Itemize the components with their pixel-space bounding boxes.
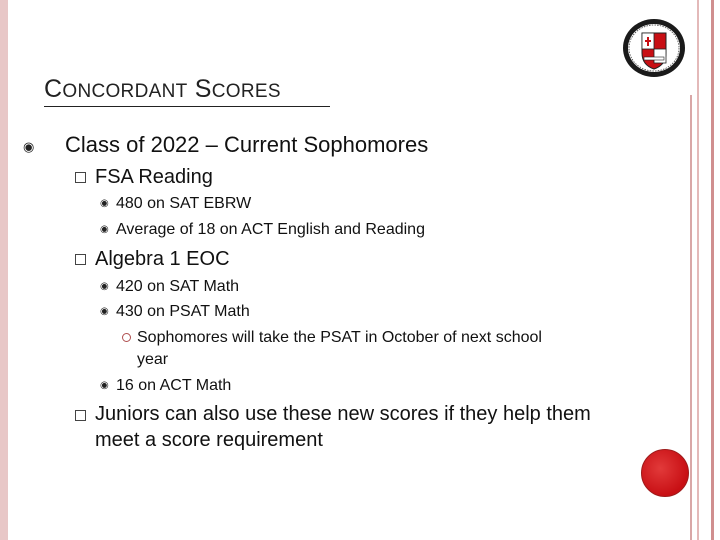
bullet-disc-icon: ◉ [23,139,35,154]
bullet-disc-icon: ◉ [100,198,109,209]
algebra-item: 16 on ACT Math [116,377,232,394]
decorative-red-dot [641,449,689,497]
fsa-reading-heading: FSA Reading [95,166,213,188]
square-bullet-icon [75,410,86,421]
bullet-disc-icon: ◉ [100,380,109,391]
fsa-item: Average of 18 on ACT English and Reading [116,221,425,238]
title-cap: S [194,75,212,103]
title-underline [44,106,330,107]
circle-bullet-icon [122,333,131,342]
slide-title [44,75,281,104]
bullet-disc-icon: ◉ [100,306,109,317]
bullet-disc-icon: ◉ [100,281,109,292]
algebra-item: 420 on SAT Math [116,278,240,295]
psat-note: Sophomores will take the PSAT in October of next school [137,329,542,346]
algebra-item: 430 on PSAT Math [116,303,250,320]
fsa-item: 480 on SAT EBRW [116,195,252,212]
square-bullet-icon [75,254,86,265]
bullet-class-of-2022: Class of 2022 – Current Sophomores [65,132,429,157]
psat-note-continued: year [137,351,169,368]
school-seal-logo [621,17,687,79]
frame-stripe [697,0,699,540]
algebra-heading: Algebra 1 EOC [95,248,230,270]
frame-stripe [711,0,714,540]
title-smallcaps: ONCORDANT [62,81,188,102]
bullet-disc-icon: ◉ [100,224,109,235]
title-smallcaps: CORES [211,81,281,102]
slide-frame-right [690,0,720,540]
title-space [188,75,195,103]
juniors-note: Juniors can also use these new scores if they help them [95,403,591,425]
slide-frame-left [0,0,8,540]
juniors-note-continued: meet a score requirement [95,429,323,451]
square-bullet-icon [75,172,86,183]
title-cap: C [44,75,63,103]
frame-stripe [690,95,692,540]
